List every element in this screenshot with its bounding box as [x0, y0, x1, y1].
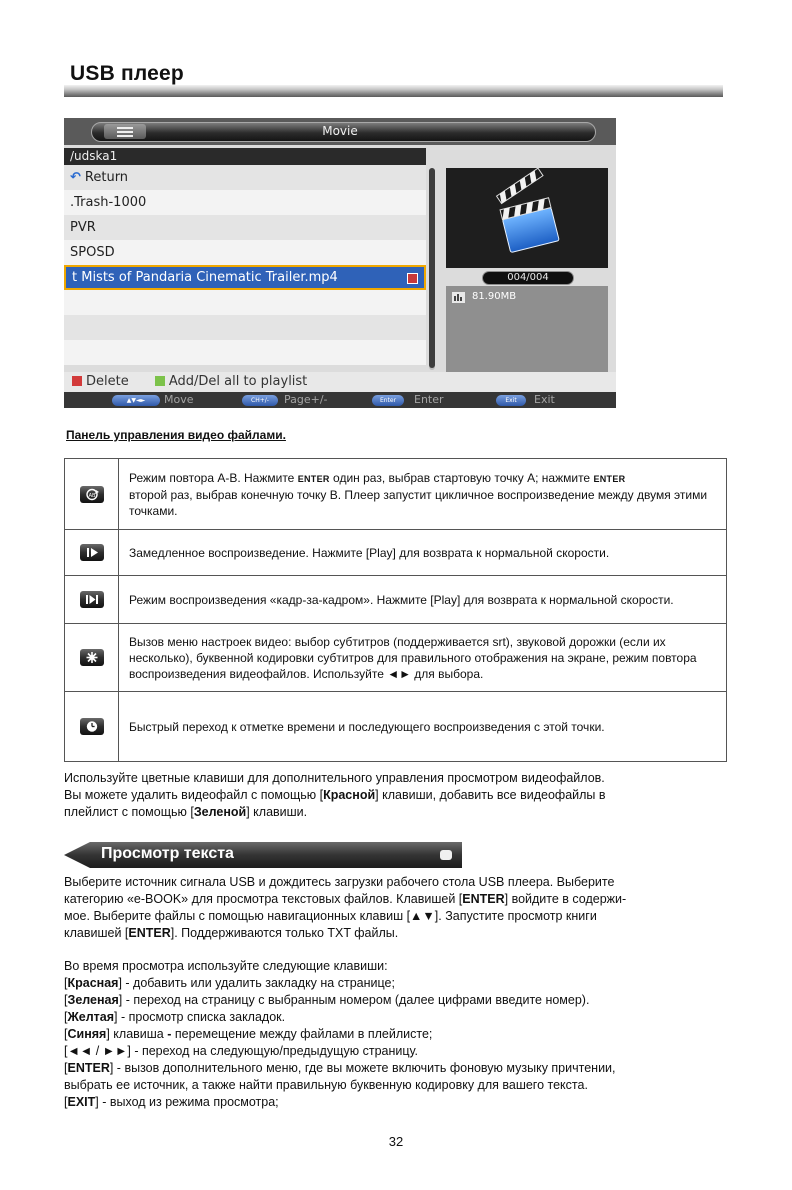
list-item[interactable]: .Trash-1000	[64, 190, 426, 215]
text-view-paragraph: Выберите источник сигнала USB и дождитесь загрузки рабочего стола USB плеера. Выберите категорию «e-BOOK» для просмотра текстовых файлов. Клавишей [ENTER] войдите в содержи- мое. Выберите файлы с помощью навигационных клавиш [▲▼]. Запустите просмотр книги клавишей [ENTER]. Поддерживаются только TXT файлы.	[64, 875, 627, 940]
player-bottom-bar	[64, 392, 616, 408]
section-banner	[64, 842, 462, 868]
list-item: [Красная] - добавить или удалить закладку на странице;	[64, 976, 395, 990]
red-key-legend: Delete	[72, 374, 129, 389]
movie-clapper-icon	[446, 168, 608, 268]
list-item-empty	[64, 290, 426, 315]
controls-caption: Панель управления видео файлами.	[66, 428, 286, 442]
table-row	[65, 576, 727, 624]
page-title: USB плеер	[70, 62, 184, 85]
page-key-icon[interactable]: CH+/-	[242, 395, 278, 406]
list-item: [Синяя] клавиша - перемещение между файлами в плейлисте;	[64, 1027, 433, 1041]
move-label: Move	[164, 393, 194, 406]
banner-button-icon	[440, 850, 452, 860]
list-item[interactable]: SPOSD	[64, 240, 426, 265]
file-counter: 004/004	[482, 271, 574, 285]
video-controls-table	[64, 458, 727, 762]
list-item[interactable]: PVR	[64, 215, 426, 240]
scrollbar-thumb[interactable]	[429, 168, 435, 368]
list-item-empty	[64, 340, 426, 365]
red-square-icon	[72, 376, 82, 386]
exit-key-icon[interactable]: Exit	[496, 395, 526, 406]
list-item: [◄◄ / ►►] - переход на следующую/предыдущую страницу.	[64, 1044, 418, 1058]
step-play-description: Режим воспроизведения «кадр-за-кадром». Нажмите [Play] для возврата к нормальной скорости.	[119, 576, 727, 624]
ab-repeat-icon	[80, 486, 104, 503]
page-number: 32	[388, 1134, 404, 1149]
file-list	[64, 165, 426, 365]
clock-icon	[80, 718, 104, 735]
green-key-legend: Add/Del all to playlist	[155, 374, 307, 389]
preview-pane	[446, 168, 608, 268]
file-size-icon	[452, 292, 465, 303]
enter-label: Enter	[414, 393, 444, 406]
color-keys-paragraph: Используйте цветные клавиши для дополнительного управления просмотром видеофайлов. Вы можете удалить видеофайл с помощью [Красной] клавиши, добавить все видеофайлы в плейлист с помощью [Зеленой] клавиши.	[64, 771, 606, 819]
usb-player-screenshot	[64, 118, 616, 408]
playlist-mark-icon	[407, 273, 418, 284]
player-legend	[64, 372, 616, 392]
step-play-icon	[80, 591, 104, 608]
table-row	[65, 692, 727, 762]
green-square-icon	[155, 376, 165, 386]
list-item: [EXIT] - выход из режима просмотра;	[64, 1095, 279, 1109]
settings-icon	[80, 649, 104, 666]
list-item-empty	[64, 315, 426, 340]
banner-arrow-icon	[64, 842, 90, 868]
enter-key-icon[interactable]: Enter	[372, 395, 404, 406]
table-row	[65, 459, 727, 530]
goto-time-description: Быстрый переход к отметке времени и последующего воспроизведения с этой точки.	[119, 692, 727, 762]
player-path: /udska1	[64, 148, 426, 165]
ab-repeat-description: Режим повтора А-В. Нажмите ENTER один раз, выбрав стартовую точку А; нажмите ENTER второй раз, выбрав конечную точку В. Плеер запустит цикличное воспроизведение между двумя этими точками.	[119, 459, 727, 530]
list-item-return[interactable]: ↶ Return	[64, 165, 426, 190]
page-label: Page+/-	[284, 393, 328, 406]
list-item: [Зеленая] - переход на страницу с выбранным номером (далее цифрами введите номер).	[64, 993, 590, 1007]
slow-play-description: Замедленное воспроизведение. Нажмите [Play] для возврата к нормальной скорости.	[119, 530, 727, 576]
return-icon: ↶	[70, 170, 81, 185]
player-top-bar	[64, 118, 616, 145]
player-title: Movie	[322, 124, 358, 138]
list-item-selected[interactable]: t Mists of Pandaria Cinematic Trailer.mp4	[64, 265, 426, 290]
keys-list: Во время просмотра используйте следующие клавиши: [Красная] - добавить или удалить закладку на странице; [Зеленая] - переход на страницу с выбранным номером (далее цифрами введите номер). [Желтая] - просмотр списка закладок. [Синяя] клавиша - перемещение между файлами в плейлисте; [◄◄ / ►►] - переход на следующую/предыдущую страницу. [ENTER] - вызов дополнительного меню, где вы можете включить фоновую музыку причтении, выбрать ее источник, а также найти правильную буквенную кодировку для вашего текста. [EXIT] - выход из режима просмотра;	[64, 958, 727, 1111]
list-item: [ENTER] - вызов дополнительного меню, где вы можете включить фоновую музыку причтении,	[64, 1061, 616, 1075]
exit-label: Exit	[534, 393, 555, 406]
list-item: [Желтая] - просмотр списка закладок.	[64, 1010, 286, 1024]
slow-play-icon	[80, 544, 104, 561]
svg-text:AB: AB	[88, 492, 95, 499]
section-title: Просмотр текста	[101, 845, 234, 862]
table-row	[65, 624, 727, 692]
move-key-icon[interactable]: ▲▼◄►	[112, 395, 160, 406]
file-size: 81.90MB	[472, 291, 517, 302]
file-info-pane	[446, 286, 608, 372]
settings-description: Вызов меню настроек видео: выбор субтитров (поддерживается srt), звуковой дорожки (если их несколько), буквенной кодировки субтитров для правильного отображения на экране, режим повтора воспроизведения видеофайлов. Используйте ◄► для выбора.	[119, 624, 727, 692]
table-row	[65, 530, 727, 576]
title-underline-bar	[64, 85, 723, 97]
